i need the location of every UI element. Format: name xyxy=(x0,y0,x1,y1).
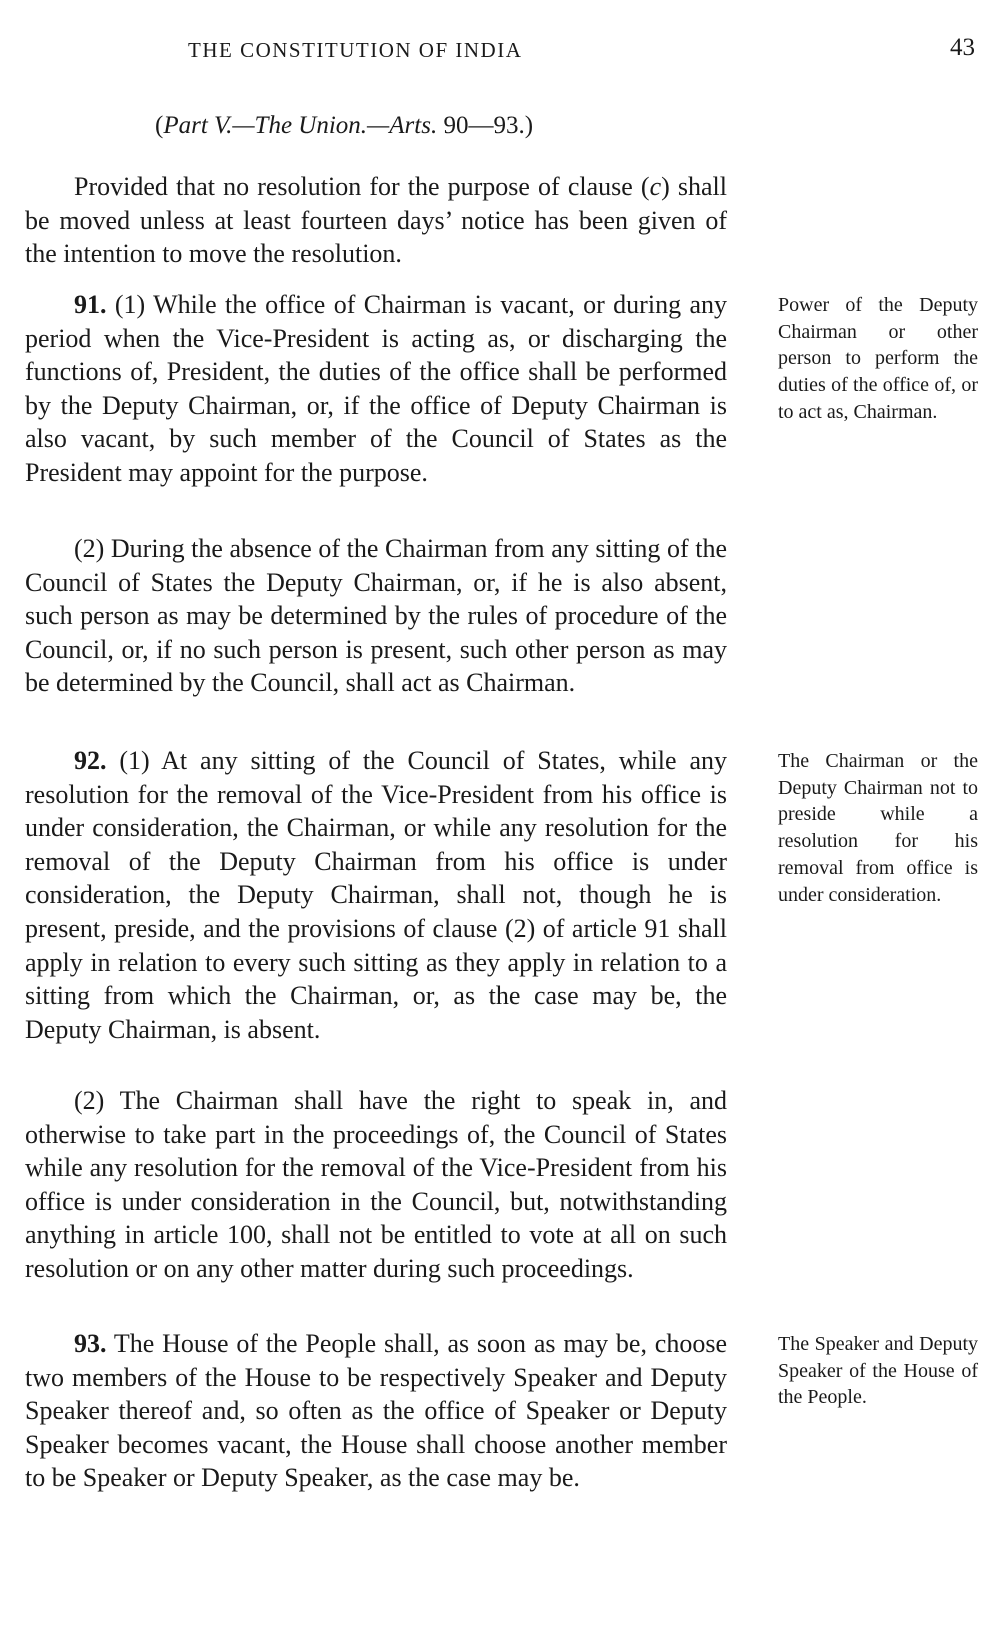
article-91-clause-2-text: (2) During the absence of the Chairman from any sitting of the Council of States the Deputy Chairman, or, if he is also absent, such person as may be determined by the rules of procedure of the Council, or, if no such person is present, such other person as may be determined by the Council, shall act as Chairman. xyxy=(25,534,727,698)
proviso-text-before: Provided that no resolution for the purpose of clause ( xyxy=(74,172,650,201)
part-reference-tail: 90—93.) xyxy=(437,112,534,139)
proviso-clause-letter: c xyxy=(649,172,662,201)
part-reference-italic: Part V.—The Union.—Arts. xyxy=(163,112,438,139)
page-number: 43 xyxy=(950,34,975,61)
article-91-number: 91. xyxy=(74,290,107,319)
article-91-clause-1 xyxy=(25,288,727,490)
part-reference xyxy=(155,112,533,140)
article-93-text: The House of the People shall, as soon as may be, choose two members of the House to be respectively Speaker and Deputy Speaker thereof and, so often as the office of Speaker or Deputy Speaker becomes vacant, the House shall choose another member to be Speaker or Deputy Speaker, as the case may be. xyxy=(25,1329,727,1493)
proviso-text-after: ) shall be moved unless at least fourteen days’ notice has been given of the intention to move the resolution. xyxy=(25,172,728,269)
article-92-clause-2-text: (2) The Chairman shall have the right to speak in, and otherwise to take part in the proceedings of, the Council of States while any resolution for the removal of the Vice-President from his office is under consideration in the Council, but, notwithstanding anything in article 100, shall not be entitled to vote at all on such resolution or on any other matter during such proceedings. xyxy=(25,1086,727,1283)
article-91-clause-1-text: (1) While the office of Chairman is vacant, or during any period when the Vice-President is acting as, or discharging the functions of, President, the duties of the office shall be performed by the Deputy Chairman, or, if the office of Deputy Chairman is also vacant, by such member of the Council of States as the President may appoint for the purpose. xyxy=(25,290,727,487)
proviso-paragraph xyxy=(25,170,727,271)
article-93 xyxy=(25,1327,727,1495)
marginal-note-article-93: The Speaker and Deputy Speaker of the House of the People. xyxy=(778,1333,978,1409)
part-reference-open: ( xyxy=(155,112,164,139)
article-91-clause-2 xyxy=(25,532,727,700)
article-92-clause-1-text: (1) At any sitting of the Council of States, while any resolution for the removal of the Vice-President from his office is under consideration, the Chairman, or while any resolution for the removal of the Deputy Chairman from his office is under consideration, the Deputy Chairman, shall not, though he is present, preside, and the provisions of clause (2) of article 91 shall apply in relation to every such sitting as they apply in relation to a sitting from which the Chairman, or, as the case may be, the Deputy Chairman, is absent. xyxy=(25,746,727,1044)
article-92-clause-1 xyxy=(25,744,727,1046)
article-92-clause-2 xyxy=(25,1084,727,1286)
marginal-note-article-91: Power of the Deputy Chairman or other person to perform the duties of the office of, or to act as, Chairman. xyxy=(778,294,978,423)
running-title: THE CONSTITUTION OF INDIA xyxy=(188,38,523,62)
marginal-note-article-92: The Chairman or the Deputy Chairman not to preside while a resolution for his removal from office is under consideration. xyxy=(778,750,978,906)
article-93-number: 93. xyxy=(74,1329,107,1358)
article-92-number: 92. xyxy=(74,746,107,775)
